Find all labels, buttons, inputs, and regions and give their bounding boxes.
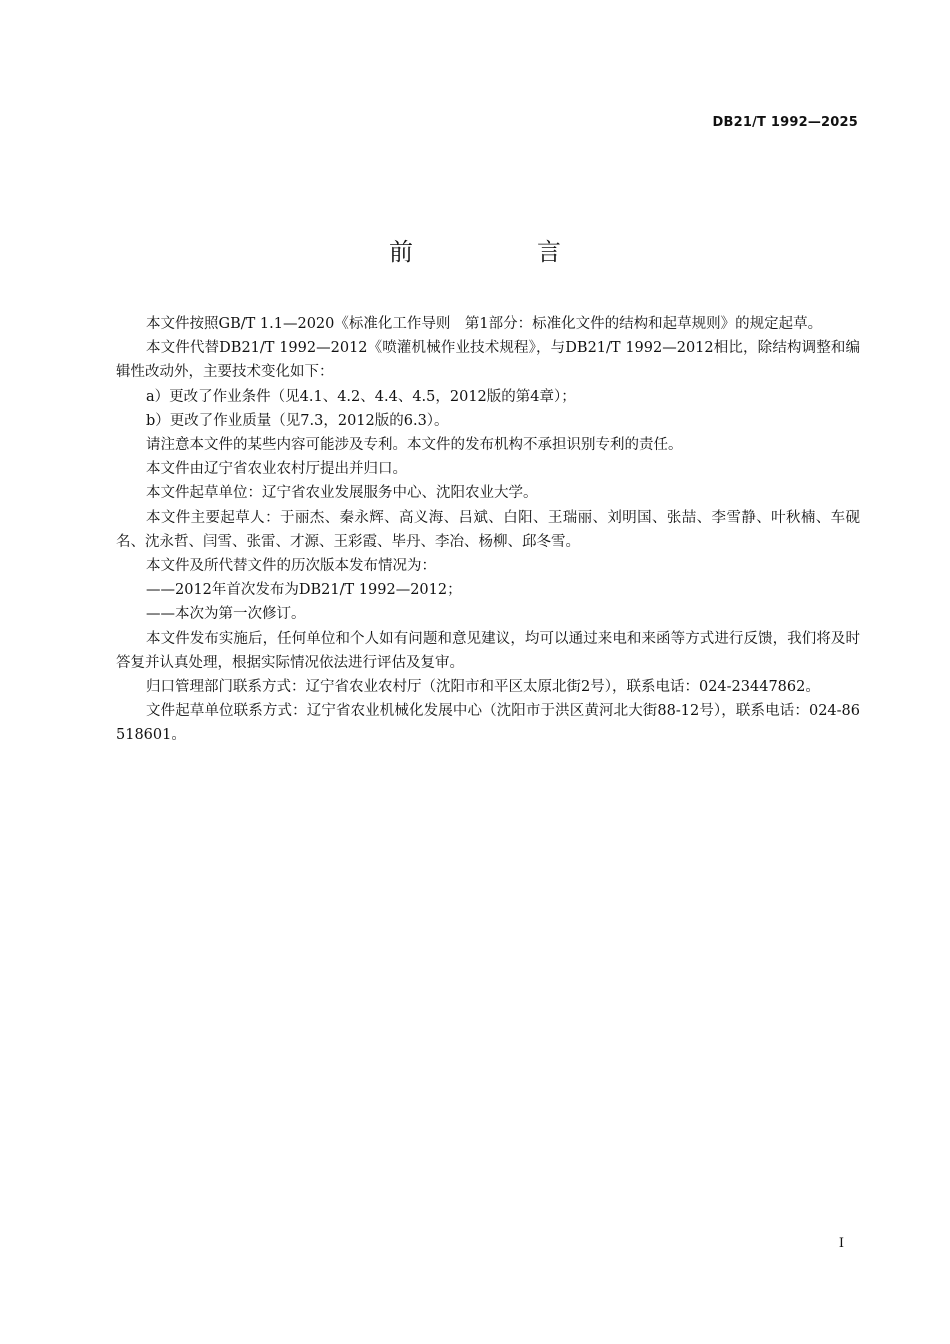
paragraph-history-2012: ——2012年首次发布为DB21/T 1992—2012； bbox=[146, 582, 462, 599]
paragraph-feedback: 本文件发布实施后，任何单位和个人如有问题和意见建议，均可以通过来电和来函等方式进行反馈，我们将及时答复并认真处理，根据实际情况依法进行评估及复审。 bbox=[116, 630, 860, 671]
paragraph-change-a: a）更改了作业条件（见4.1、4.2、4.4、4.5，2012版的第4章）； bbox=[146, 388, 576, 405]
paragraph-change-b: b）更改了作业质量（见7.3，2012版的6.3）。 bbox=[146, 412, 449, 429]
page-number: I bbox=[838, 1236, 844, 1251]
paragraph-version-history: 本文件及所代替文件的历次版本发布情况为： bbox=[146, 558, 436, 575]
foreword-body bbox=[116, 312, 860, 748]
paragraph-drafters: 本文件主要起草人：于丽杰、秦永辉、高义海、吕斌、白阳、王瑞丽、刘明国、张喆、李雪静、叶秋楠、车砚名、沈永哲、闫雪、张雷、才源、王彩霞、毕丹、李冶、杨柳、邱冬雪。 bbox=[116, 509, 860, 550]
paragraph-drafting-units: 本文件起草单位：辽宁省农业发展服务中心、沈阳农业大学。 bbox=[146, 485, 538, 502]
document-code: DB21/T 1992—2025 bbox=[712, 115, 858, 130]
paragraph-history-current: ——本次为第一次修订。 bbox=[146, 606, 306, 623]
paragraph-proposer: 本文件由辽宁省农业农村厅提出并归口。 bbox=[146, 461, 407, 478]
paragraph-drafting-contact: 文件起草单位联系方式：辽宁省农业机械化发展中心（沈阳市于洪区黄河北大街88-12号），联系电话：024-86518601。 bbox=[116, 703, 860, 744]
page-title: 前 言 bbox=[389, 238, 611, 266]
paragraph-management-contact: 归口管理部门联系方式：辽宁省农业农村厅（沈阳市和平区太原北街2号），联系电话：024-23447862。 bbox=[146, 679, 820, 696]
paragraph-replacement: 本文件代替DB21/T 1992—2012《喷灌机械作业技术规程》，与DB21/T 1992—2012相比，除结构调整和编辑性改动外，主要技术变化如下： bbox=[116, 340, 860, 381]
paragraph-patent-notice: 请注意本文件的某些内容可能涉及专利。本文件的发布机构不承担识别专利的责任。 bbox=[146, 437, 683, 454]
paragraph-drafting-rules: 本文件按照GB/T 1.1—2020《标准化工作导则 第1部分：标准化文件的结构和起草规则》的规定起草。 bbox=[146, 316, 823, 332]
